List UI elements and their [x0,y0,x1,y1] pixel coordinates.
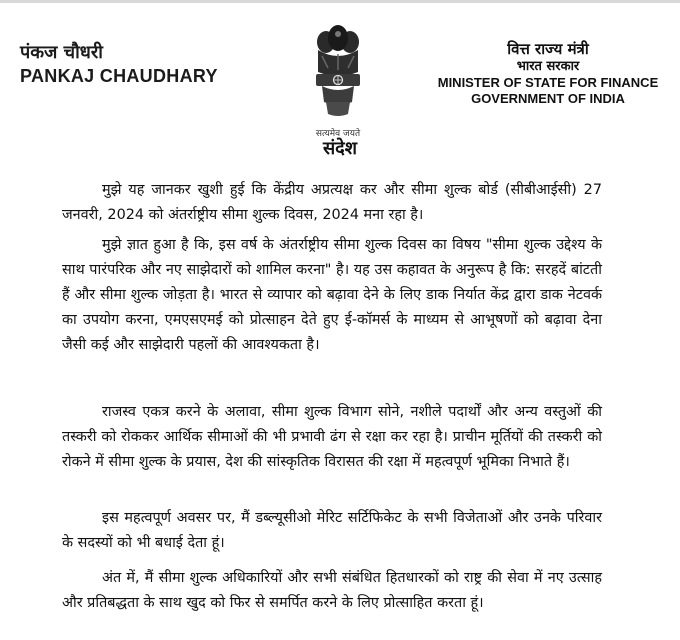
ministry-title-block [428,40,668,107]
message-paragraph-4: इस महत्वपूर्ण अवसर पर, मैं डब्ल्यूसीओ मेरिट सर्टिफिकेट के सभी विजेताओं और उनके परिवार के सदस्यों को भी बधाई देता हूं। [62,510,602,551]
message-heading: संदेश [323,138,357,159]
title-hindi: वित्त राज्य मंत्री [507,40,589,58]
message-paragraph-1: मुझे यह जानकर खुशी हुई कि केंद्रीय अप्रत्यक्ष कर और सीमा शुल्क बोर्ड (सीबीआईसी) 27 जनवरी, 2024 को अंतर्राष्ट्रीय सीमा शुल्क दिवस, 2024 मना रहा है। [62,182,602,223]
minister-name-block [20,42,218,88]
emblem-motto: सत्यमेव जयते [315,129,361,139]
minister-name-english: PANKAJ CHAUDHARY [20,66,218,86]
national-emblem [300,22,376,150]
top-edge [0,0,680,3]
govt-hindi: भारत सरकार [516,59,580,74]
title-english: MINISTER OF STATE FOR FINANCE [437,75,659,90]
message-paragraph-2: मुझे ज्ञात हुआ है कि, इस वर्ष के अंतर्राष्ट्रीय सीमा शुल्क दिवस का विषय "सीमा शुल्क उद्देश्य के साथ पारंपरिक और नए साझेदारों को शामिल करना" है। यह उस कहावत के अनुरूप है कि: सरहदें बांटती हैं और सीमा शुल्क जोड़ता है। भारत से व्यापार को बढ़ावा देने के लिए डाक निर्यात केंद्र द्वारा डाक नेटवर्क का उपयोग करना, एमएसएमई को प्रोत्साहन देते हुए ई-कॉमर्स के माध्यम से आभूषणों को बढ़ावा देना जैसी कई और साझेदारी पहलों की आवश्यकता है। [62,237,602,353]
message-paragraph-5: अंत में, मैं सीमा शुल्क अधिकारियों और सभी संबंधित हितधारकों को राष्ट्र की सेवा में नए उत्साह और प्रतिबद्धता के साथ खुद को फिर से समर्पित करने के लिए प्रोत्साहित करता हूं। [62,570,602,611]
lion-capital-icon [310,22,366,126]
minister-name-hindi: पंकज चौधरी [20,42,103,63]
govt-english: GOVERNMENT OF INDIA [471,91,625,106]
message-paragraph-3: राजस्व एकत्र करने के अलावा, सीमा शुल्क विभाग सोने, नशीले पदार्थों और अन्य वस्तुओं की तस्करी को रोककर आर्थिक सीमाओं की भी प्रभावी ढंग से रक्षा कर रहा है। प्राचीन मूर्तियों की तस्करी को रोकने में सीमा शुल्क के प्रयास, देश की सांस्कृतिक विरासत की रक्षा में महत्वपूर्ण भूमिका निभाते हैं। [62,404,602,470]
